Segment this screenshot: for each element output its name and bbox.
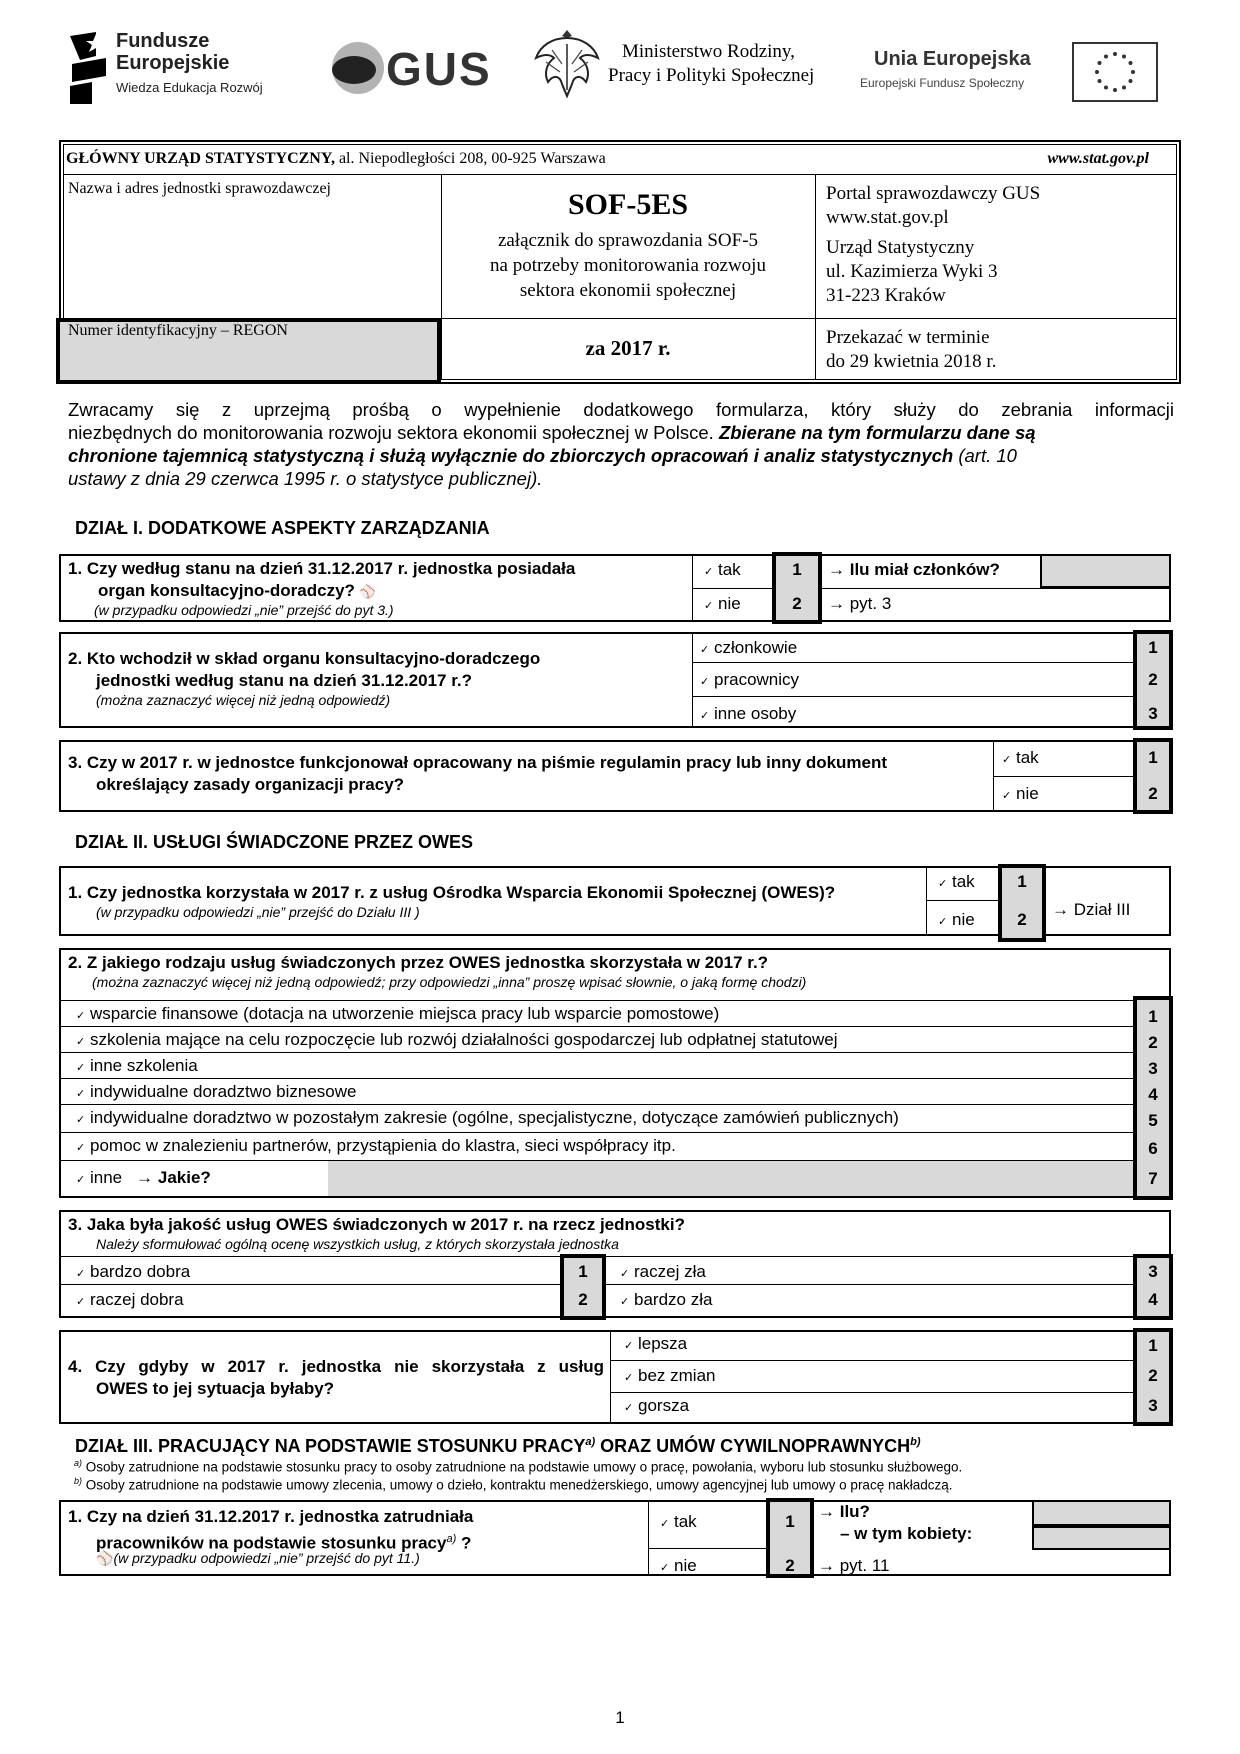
s2-q3-code-1[interactable]: 1: [578, 1262, 588, 1281]
page-number: 1: [615, 1708, 625, 1727]
s2-q1-follow: → Dział III: [1052, 900, 1131, 919]
s1-q2-option-2[interactable]: ✓ pracownicy: [700, 670, 800, 689]
ministry-name-line2: Pracy i Polityki Społecznej: [608, 65, 815, 86]
check-icon: ✓: [1002, 790, 1012, 802]
s2-q1-code-2[interactable]: 2: [1017, 910, 1027, 929]
s1-q1-follow-members: → Ilu miał członków?: [828, 560, 1000, 579]
s1-q1-code-1[interactable]: 1: [792, 560, 802, 579]
s2-q4-code-3[interactable]: 3: [1148, 1396, 1158, 1415]
s1-q1-note: (w przypadku odpowiedzi „nie” przejść do pyt 3.): [94, 602, 394, 618]
gus-website: www.stat.gov.pl: [1047, 150, 1149, 167]
s1-q3-option-no[interactable]: ✓ nie: [1002, 784, 1039, 803]
check-icon: ✓: [624, 1340, 634, 1352]
s1-q2-option-3[interactable]: ✓ inne osoby: [700, 704, 797, 723]
ministry-logo: [532, 24, 822, 104]
s2-q2-code-5[interactable]: 5: [1148, 1111, 1158, 1130]
note-mark-icon: ⚾: [359, 584, 376, 599]
s2-q3-code-2[interactable]: 2: [578, 1290, 588, 1309]
check-icon: ✓: [700, 710, 710, 722]
s2-q3-option-1[interactable]: ✓ bardzo dobra: [76, 1262, 191, 1281]
s3-q1-follow-count: → Ilu?: [818, 1502, 870, 1521]
check-icon: ✓: [938, 878, 948, 890]
s1-q2-note: (można zaznaczyć więcej niż jedną odpowiedź): [96, 692, 391, 708]
eu-flag-icon: [1072, 42, 1158, 102]
s2-q2-code-4[interactable]: 4: [1148, 1085, 1158, 1104]
check-icon: ✓: [620, 1268, 630, 1280]
s2-q2-code-3[interactable]: 3: [1148, 1059, 1158, 1078]
s1-q1-text: 1. Czy według stanu na dzień 31.12.2017 r. jednostka posiadała organ konsultacyjno-doradczy? ⚾: [68, 559, 576, 600]
check-icon: ✓: [704, 566, 714, 578]
s2-q2-option-7[interactable]: ✓ inne → Jakie?: [76, 1168, 211, 1187]
s1-q1-option-yes[interactable]: ✓ tak: [704, 560, 741, 579]
fe-logo-mark-icon: [66, 30, 112, 104]
s2-q2-option-1[interactable]: ✓ wsparcie finansowe (dotacja na utworzenie miejsca pracy lub wsparcie pomostowe): [76, 1004, 720, 1023]
s2-q4-option-2[interactable]: ✓ bez zmian: [624, 1366, 716, 1385]
ue-logo-line1: Unia Europejska: [874, 48, 1031, 70]
s2-q3-text: 3. Jaka była jakość usług OWES świadczonych w 2017 r. na rzecz jednostki?: [68, 1215, 685, 1234]
check-icon: ✓: [76, 1268, 86, 1280]
check-icon: ✓: [76, 1062, 86, 1074]
portal-info: Portal sprawozdawczy GUS www.stat.gov.pl Urząd Statystyczny ul. Kazimierza Wyki 3 31-223 Kraków: [826, 183, 1041, 306]
unit-label: Nazwa i adres jednostki sprawozdawczej: [68, 180, 331, 197]
s3-q1-note: ⚾(w przypadku odpowiedzi „nie” przejść do pyt 11.): [96, 1550, 420, 1566]
s2-q1-option-yes[interactable]: ✓ tak: [938, 872, 975, 891]
check-icon: ✓: [76, 1174, 86, 1186]
check-icon: ✓: [76, 1142, 86, 1154]
s3-q1-text: 1. Czy na dzień 31.12.2017 r. jednostka zatrudniała pracowników na podstawie stosunku pracy$^{a)}$ ?: [68, 1507, 474, 1553]
s1-q3-option-yes[interactable]: ✓ tak: [1002, 748, 1039, 767]
s2-q2-option-3[interactable]: ✓ inne szkolenia: [76, 1056, 198, 1075]
s1-q2-option-1[interactable]: ✓ członkowie: [700, 638, 798, 657]
s2-q3-code-3[interactable]: 3: [1148, 1262, 1158, 1281]
footnote-a: $^{a)}$ Osoby zatrudnione na podstawie stosunku pracy to osoby zatrudnione na podstawie umowy o pracę, powołania, wyboru lub stosunku służbowego.: [74, 1458, 963, 1475]
s1-q1-follow-skip: → pyt. 3: [828, 594, 892, 613]
check-icon: ✓: [76, 1088, 86, 1100]
check-icon: ✓: [76, 1114, 86, 1126]
s2-q2-option-4[interactable]: ✓ indywidualne doradztwo biznesowe: [76, 1082, 357, 1101]
s1-q1-members-input[interactable]: [1040, 554, 1171, 588]
s2-q3-option-4[interactable]: ✓ bardzo zła: [620, 1290, 713, 1309]
gus-logo-mark-icon: [330, 40, 386, 96]
s1-q1-option-no[interactable]: ✓ nie: [704, 594, 741, 613]
check-icon: ✓: [938, 916, 948, 928]
s2-q4-code-2[interactable]: 2: [1148, 1366, 1158, 1385]
s2-q1-code-1[interactable]: 1: [1017, 872, 1027, 891]
s3-q1-follow-skip: → pyt. 11: [818, 1556, 890, 1575]
ue-logo: [860, 42, 1180, 106]
note-mark-icon: ⚾: [96, 1550, 114, 1566]
footnote-b: $^{b)}$ Osoby zatrudnione na podstawie umowy zlecenia, umowy o dzieło, kontraktu menedżerskiego, umowy agencyjnej lub umowy o pracę nakładczą.: [74, 1476, 953, 1493]
s3-q1-follow-women: – w tym kobiety:: [840, 1524, 973, 1543]
report-period: za 2017 r.: [585, 336, 671, 360]
gus-logo: [330, 40, 490, 96]
section-3-title: DZIAŁ III. PRACUJĄCY NA PODSTAWIE STOSUNKU PRACY$^{a)}$ ORAZ UMÓW CYWILNOPRAWNYCH$^{b)}$: [75, 1436, 921, 1456]
s2-q2-codes: [1133, 1004, 1173, 1192]
check-icon: ✓: [624, 1402, 634, 1414]
s1-q2-code-3[interactable]: 3: [1148, 704, 1158, 723]
s2-q1-note: (w przypadku odpowiedzi „nie” przejść do Działu III ): [96, 904, 420, 920]
s1-q3-code-2[interactable]: 2: [1148, 784, 1158, 803]
s2-q2-code-1[interactable]: 1: [1148, 1007, 1158, 1026]
s2-q4-code-1[interactable]: 1: [1148, 1336, 1158, 1355]
s3-q1-code-1[interactable]: 1: [785, 1512, 795, 1531]
s2-q3-code-4[interactable]: 4: [1148, 1290, 1158, 1309]
s2-q2-option-5[interactable]: ✓ indywidualne doradztwo w pozostałym zakresie (ogólne, specjalistyczne, dotyczące zamówień publicznych): [76, 1108, 899, 1127]
s2-q2-text: 2. Z jakiego rodzaju usług świadczonych przez OWES jednostka skorzystała w 2017 r.?: [68, 953, 769, 972]
s2-q4-option-1[interactable]: ✓ lepsza: [624, 1334, 688, 1353]
s1-q2-code-1[interactable]: 1: [1148, 638, 1158, 657]
s2-q2-code-6[interactable]: 6: [1148, 1139, 1158, 1158]
check-icon: ✓: [624, 1372, 634, 1384]
ue-logo-line2: Europejski Fundusz Społeczny: [860, 76, 1025, 90]
fe-logo-line3: Wiedza Edukacja Rozwój: [116, 80, 263, 95]
check-icon: ✓: [700, 644, 710, 656]
s2-q2-other-input[interactable]: [328, 1161, 1133, 1196]
check-icon: ✓: [76, 1296, 86, 1308]
section-1-title: DZIAŁ I. DODATKOWE ASPEKTY ZARZĄDZANIA: [75, 518, 490, 538]
s2-q2-note: (można zaznaczyć więcej niż jedną odpowiedź; przy odpowiedzi „inna” proszę wpisać słownie, o jaką formę chodzi): [92, 974, 807, 990]
fe-logo-line1: Fundusze: [116, 30, 210, 52]
check-icon: ✓: [700, 676, 710, 688]
eagle-emblem-icon: [532, 24, 602, 104]
check-icon: ✓: [660, 1562, 670, 1574]
check-icon: ✓: [76, 1036, 86, 1048]
s2-q2-code-2[interactable]: 2: [1148, 1033, 1158, 1052]
intro-paragraph: Zwracamy się z uprzejmą prośbą o wypełnienie dodatkowego formularza, który służy do zebrania informacji niezbędnych do monitorowania rozwoju sektora ekonomii społecznej w Polsce. Zbierane na tym formularzu dane są chronione tajemnicą statystyczną i służą wyłącznie do zbiorczych opracowań i analiz statystycznych (art. 10 ustawy z dnia 29 czerwca 1995 r. o statystyce publicznej).: [68, 399, 1174, 489]
s1-q3-text: 3. Czy w 2017 r. w jednostce funkcjonował opracowany na piśmie regulamin pracy lub inny dokument określający zasady organizacji pracy?: [68, 753, 888, 794]
s1-q2-text: 2. Kto wchodził w skład organu konsultacyjno-doradczego jednostki według stanu na dzień 31.12.2017 r.?: [68, 649, 541, 690]
s2-q1-text: 1. Czy jednostka korzystała w 2017 r. z usług Ośrodka Wsparcia Ekonomii Społecznej (OWES)?: [68, 883, 836, 902]
regon-label: Numer identyfikacyjny – REGON: [68, 322, 288, 339]
fe-logo: [66, 28, 296, 106]
check-icon: ✓: [620, 1296, 630, 1308]
check-icon: ✓: [704, 600, 714, 612]
gus-logo-text: GUS: [386, 43, 492, 95]
s2-q3-note: Należy sformułować ogólną ocenę wszystkich usług, z których skorzystała jednostka: [96, 1236, 619, 1252]
s2-q3-option-2[interactable]: ✓ raczej dobra: [76, 1290, 184, 1309]
s3-q1-option-yes[interactable]: ✓ tak: [660, 1512, 697, 1531]
gus-address: GŁÓWNY URZĄD STATYSTYCZNY, al. Niepodległości 208, 00-925 Warszawa: [66, 150, 606, 167]
s1-q2-code-2[interactable]: 2: [1148, 670, 1158, 689]
form-code: SOF-5ES: [567, 188, 689, 221]
s3-q1-option-no[interactable]: ✓ nie: [660, 1556, 697, 1575]
s3-q1-count-input[interactable]: [1032, 1500, 1171, 1526]
form-description: załącznik do sprawozdania SOF-5 na potrzeby monitorowania rozwoju sektora ekonomii społecznej: [490, 230, 766, 301]
s2-q1-option-no[interactable]: ✓ nie: [938, 910, 975, 929]
s2-q2-option-6[interactable]: ✓ pomoc w znalezieniu partnerów, przystąpienia do klastra, sieci współpracy itp.: [76, 1136, 676, 1155]
s1-q3-code-1[interactable]: 1: [1148, 748, 1158, 767]
s3-q1-code-2[interactable]: 2: [785, 1556, 795, 1575]
check-icon: ✓: [1002, 754, 1012, 766]
s2-q2-option-2[interactable]: ✓ szkolenia mające na celu rozpoczęcie lub rozwój działalności gospodarczej lub odpłatnej statutowej: [76, 1030, 838, 1049]
fe-logo-line2: Europejskie: [116, 52, 230, 74]
s3-q1-women-input[interactable]: [1032, 1526, 1171, 1550]
s2-q4-text: 4. Czy gdyby w 2017 r. jednostka nie skorzystała z usług OWES to jej sytuacja byłaby?: [68, 1357, 604, 1398]
deadline: Przekazać w terminie do 29 kwietnia 2018 r.: [826, 327, 997, 372]
check-icon: ✓: [76, 1010, 86, 1022]
s2-q3-option-3[interactable]: ✓ raczej zła: [620, 1262, 706, 1281]
section-2-title: DZIAŁ II. USŁUGI ŚWIADCZONE PRZEZ OWES: [75, 832, 473, 852]
ministry-name-line1: Ministerstwo Rodziny,: [622, 41, 795, 62]
s2-q2-code-7[interactable]: 7: [1148, 1169, 1158, 1188]
s2-q4-option-3[interactable]: ✓ gorsza: [624, 1396, 690, 1415]
s1-q1-code-2[interactable]: 2: [792, 594, 802, 613]
check-icon: ✓: [660, 1518, 670, 1530]
